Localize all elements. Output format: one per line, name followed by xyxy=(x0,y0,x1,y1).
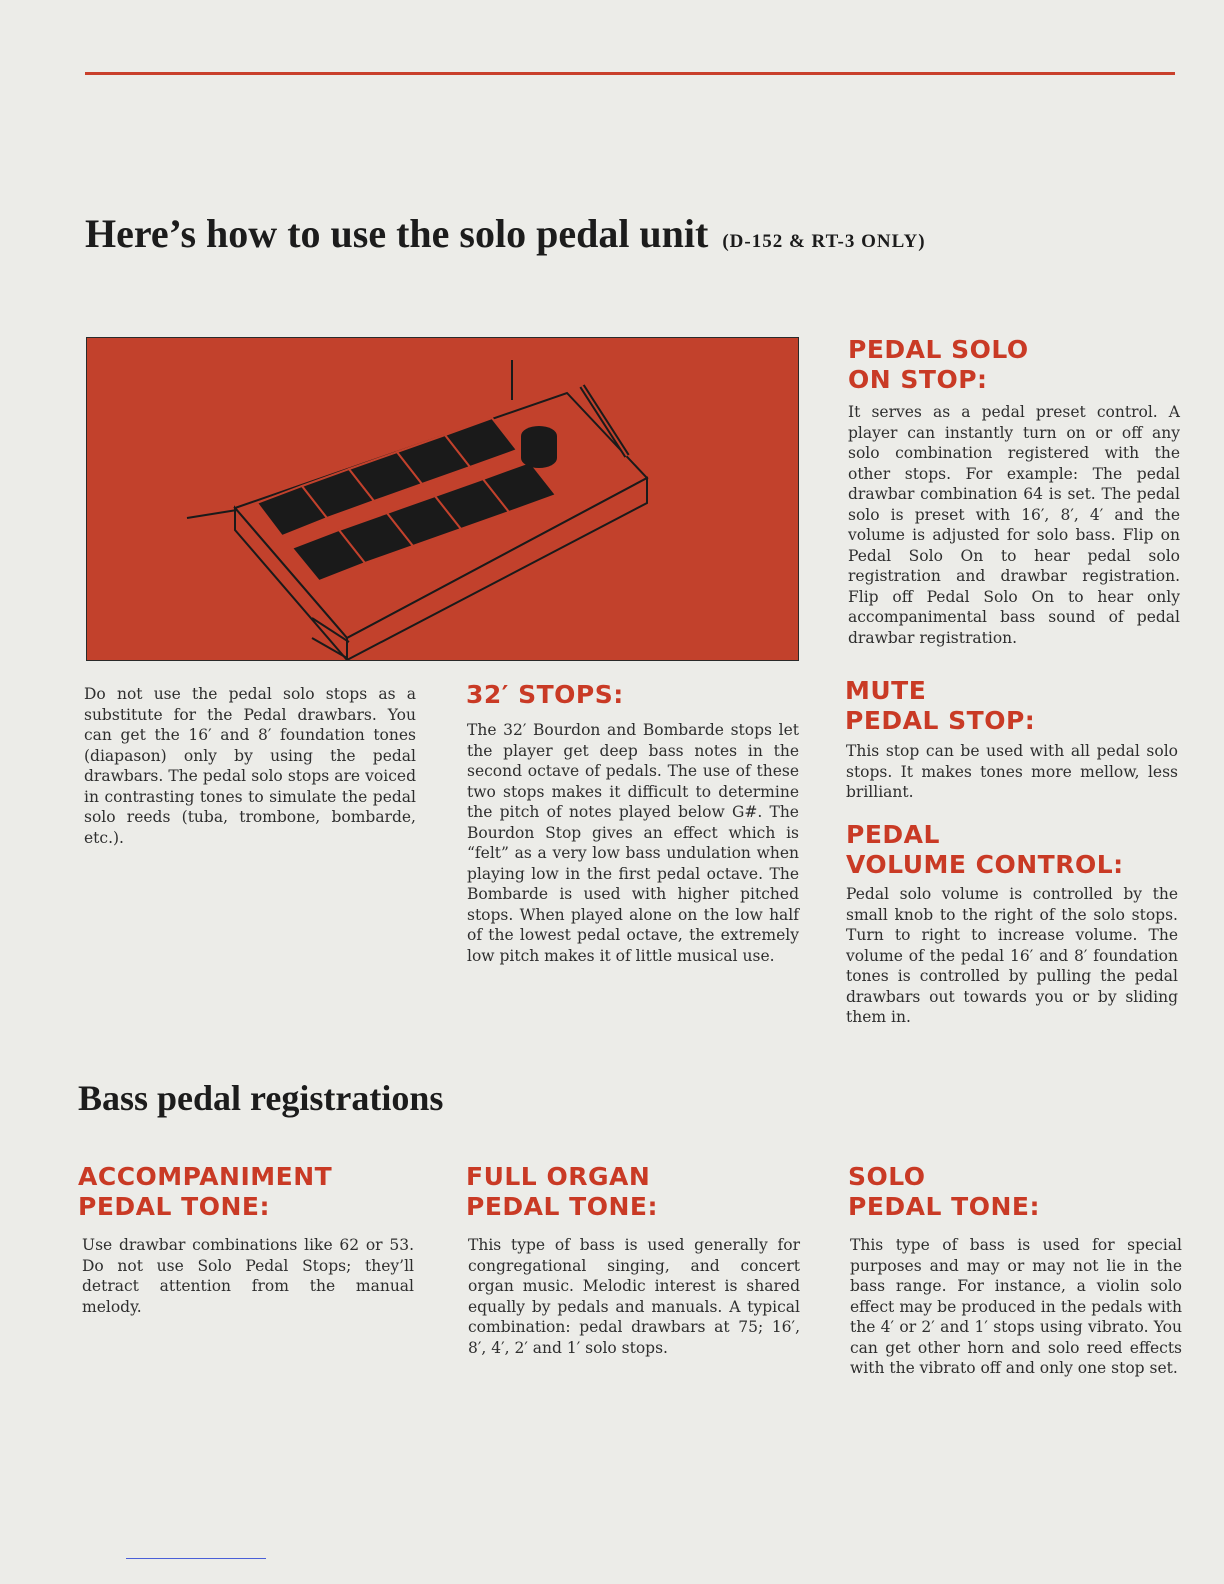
full-organ-heading-line2: PEDAL TONE: xyxy=(466,1192,658,1221)
page-title xyxy=(85,210,926,257)
mute-heading xyxy=(845,676,1035,736)
stops32-heading xyxy=(466,680,624,710)
stops32-heading-text: 32′ STOPS: xyxy=(466,680,624,709)
intro-paragraph: Do not use the pedal solo stops as a substitute for the Pedal drawbars. You can get the 16′ and 8′ foundation tones (diapason) only by using the pedal drawbars. The pedal solo stops are voiced in contrasting tones to simulate the pedal solo reeds (tuba, trombone, bombarde, etc.). xyxy=(84,685,416,847)
mute-heading-line1: MUTE xyxy=(845,676,927,705)
volume-paragraph: Pedal solo volume is controlled by the small knob to the right of the solo stops. Turn to right to increase volume. The volume of the pedal 16′ and 8′ foundation tones is controlled by pulling the pedal drawbars out towards you or by sliding them in. xyxy=(846,885,1178,1026)
full-organ-heading xyxy=(466,1162,658,1222)
pedal-solo-on-heading-line1: PEDAL SOLO xyxy=(848,335,1029,364)
pedal-solo-on-paragraph: It serves as a pedal preset control. A player can instantly turn on or off any solo combination registered with the other stops. For example: The pedal drawbar combination 64 is set. The pedal solo is preset with 16′, 8′, 4′ and the volume is adjusted for solo bass. Flip on Pedal Solo On to hear pedal solo registration and drawbar registration. Flip off Pedal Solo On to hear only accompanimental bass sound of pedal drawbar registration. xyxy=(848,403,1180,647)
volume-heading-line2: VOLUME CONTROL: xyxy=(846,850,1124,879)
solo-pedal-unit-illustration xyxy=(86,337,799,661)
full-organ-heading-line1: FULL ORGAN xyxy=(466,1162,651,1191)
bass-section-title: Bass pedal registrations xyxy=(78,1078,444,1118)
accompaniment-heading xyxy=(78,1162,332,1222)
top-rule xyxy=(85,72,1175,75)
solo-tone-heading-line1: SOLO xyxy=(848,1162,926,1191)
pedal-solo-on-heading-line2: ON STOP: xyxy=(848,365,988,394)
mute-paragraph: This stop can be used with all pedal solo stops. It makes tones more mellow, less brilliant. xyxy=(846,742,1178,801)
solo-tone-heading-line2: PEDAL TONE: xyxy=(848,1192,1040,1221)
accompaniment-heading-line2: PEDAL TONE: xyxy=(78,1192,270,1221)
pedal-unit-drawing xyxy=(87,338,799,661)
mute-heading-line2: PEDAL STOP: xyxy=(845,706,1036,735)
page-title-model-note: (D-152 & RT-3 ONLY) xyxy=(722,231,926,252)
volume-heading-line1: PEDAL xyxy=(846,820,940,849)
pedal-solo-on-heading xyxy=(848,335,1029,395)
solo-tone-paragraph: This type of bass is used for special purposes and may or may not lie in the bass range. For instance, a violin solo effect may be produced in the pedals with the 4′ or 2′ and 1′ stops using vibrato. You can get other horn and solo reed effects with the vibrato off and only one stop set. xyxy=(850,1236,1182,1377)
full-organ-paragraph: This type of bass is used generally for congregational singing, and concert organ music. Melodic interest is shared equally by pedals and manuals. A typical combination: pedal drawbars at 75; 16′, 8′, 4′, 2′ and 1′ solo stops. xyxy=(468,1236,800,1357)
footer-link-underline xyxy=(126,1558,266,1559)
accompaniment-paragraph: Use drawbar combinations like 62 or 53. Do not use Solo Pedal Stops; they’ll detract attention from the manual melody. xyxy=(82,1236,414,1316)
stops32-paragraph: The 32′ Bourdon and Bombarde stops let the player get deep bass notes in the second octave of pedals. The use of these two stops makes it difficult to determine the pitch of notes played below G#. The Bourdon Stop gives an effect which is “felt” as a very low bass undulation when playing low in the first pedal octave. The Bombarde is used with higher pitched stops. When played alone on the low half of the lowest pedal octave, the extremely low pitch makes it of little musical use. xyxy=(467,721,799,965)
accompaniment-heading-line1: ACCOMPANIMENT xyxy=(78,1162,333,1191)
solo-tone-heading xyxy=(848,1162,1040,1222)
page-title-main: Here’s how to use the solo pedal unit xyxy=(85,211,709,256)
volume-heading xyxy=(846,820,1124,880)
